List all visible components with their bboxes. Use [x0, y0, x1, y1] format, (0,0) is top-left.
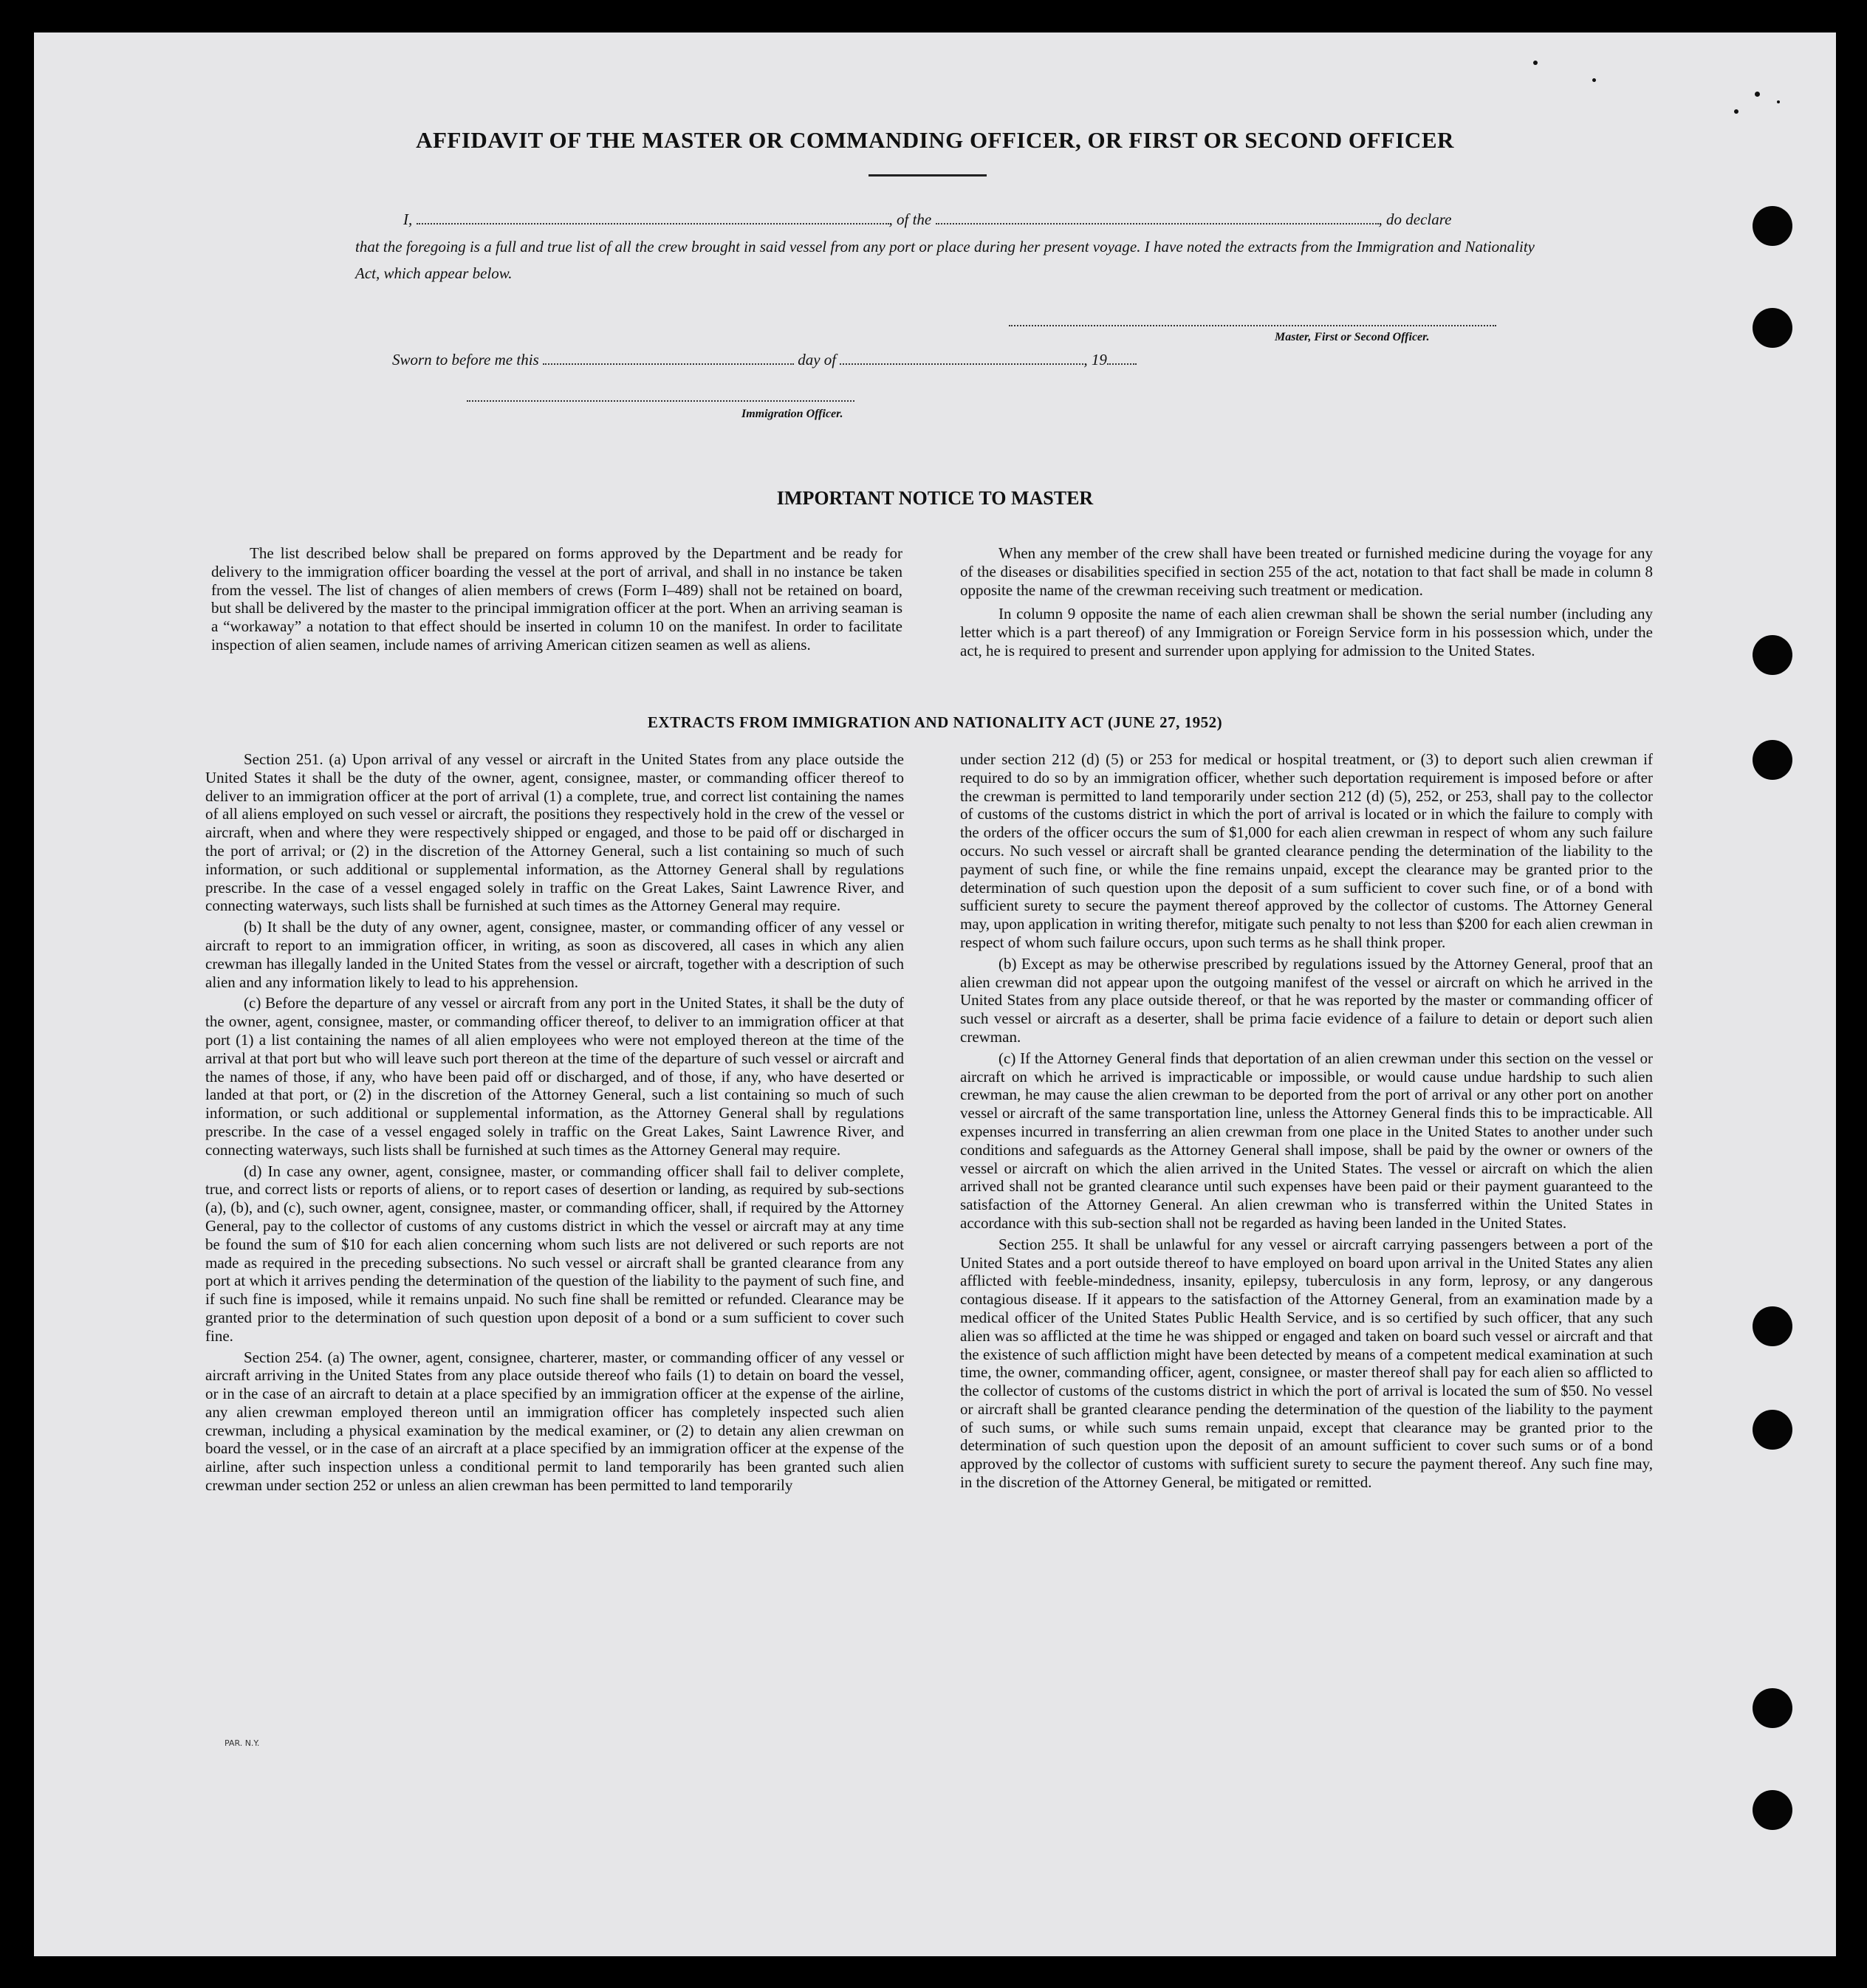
- sworn-label: Sworn to before me this: [392, 351, 539, 369]
- section-254-c: (c) If the Attorney General finds that deportation of an alien crewman under this section on the vessel or aircraft on which he arrived is impracticable or impossible, or would cause undue hardship to such alien crewman, he may cause the alien crewman to be deported from the port of arrival or any other port on another vessel or aircraft of the same transportation line, unless the Attorney General finds this to be impracticable. All expenses incurred in transferring an alien crewman from one place in the United States to another under such conditions and safeguards as the Attorney General shall impose, shall be paid by the owner or owners of the vessel or aircraft on which the alien arrived in the United States. The vessel or aircraft on which the alien arrived shall not be granted clearance until such expenses have been paid or their payment guaranteed to the satisfaction of the Attorney General. An alien crewman who is transferred within the United States in accordance with this sub-section shall not be regarded as having been landed in the United States.: [960, 1049, 1653, 1232]
- scan-speck: [1592, 78, 1596, 82]
- binder-hole: [1753, 1688, 1792, 1728]
- immigration-officer-caption: Immigration Officer.: [741, 408, 843, 420]
- notice-left-column: [211, 544, 902, 657]
- do-declare-label: , do declare: [1378, 210, 1452, 228]
- printer-mark: PAR. N.Y.: [225, 1738, 260, 1748]
- document-page: [34, 32, 1836, 1956]
- sworn-line: [392, 350, 1137, 369]
- extracts-left-column: [205, 750, 904, 1498]
- notice-right-paragraph-2: In column 9 opposite the name of each alien crewman shall be shown the serial number (including any letter which is a part thereof) of any Immigration or Foreign Service form in his possession which, under the act, he is required to present and surrender upon applying for admission to the United States.: [960, 605, 1653, 659]
- day-of-label: day of: [798, 351, 837, 369]
- notice-right-column: [960, 544, 1653, 663]
- affidavit-title: AFFIDAVIT OF THE MASTER OR COMMANDING OFFICER, OR FIRST OR SECOND OFFICER: [416, 127, 1454, 153]
- scan-speck: [1734, 109, 1738, 114]
- master-signature-caption: Master, First or Second Officer.: [1275, 331, 1430, 343]
- section-251-a: Section 251. (a) Upon arrival of any vessel or aircraft in the United States from any place outside the United States it shall be the duty of the owner, agent, consignee, master, or commanding officer thereof to deliver to an immigration officer at the port of arrival (1) a complete, true, and correct list containing the names of all aliens employed on such vessel or aircraft, the positions they respectively hold in the crew of the vessel or aircraft, when and where they were respectively shipped or engaged, and those to be paid off or discharged in the port of arrival; or (2) in the discretion of the Attorney General, such a list containing so much of such information, or such additional or supplemental information, as the Attorney General shall by regulations prescribe. In the case of a vessel engaged solely in traffic on the Great Lakes, Saint Lawrence River, and connecting waterways, such lists shall be furnished at such times as the Attorney General may require.: [205, 750, 904, 915]
- scan-speck: [1533, 61, 1538, 65]
- scan-speck: [1777, 100, 1780, 103]
- section-255: Section 255. It shall be unlawful for any vessel or aircraft carrying passengers between a port of the United States and a port outside thereof to have employed on board upon arrival in the United States any alien afflicted with feeble-mindedness, insanity, epilepsy, tuberculosis in any form, leprosy, or any dangerous contagious disease. If it appears to the satisfaction of the Attorney General, from an examination made by a medical officer of the United States Public Health Service, and is so certified by such officer, that any such alien was so afflicted at the time he was shipped or engaged and taken on board such vessel or aircraft and that the existence of such affliction might have been detected by means of a competent medical examination at such time, the owner, commanding officer, agent, consignee, or master thereof shall pay for each alien so afflicted to the collector of customs of the customs district in which the port of arrival is located the sum of $50. No vessel or aircraft shall be granted clearance pending the determination of the question of the liability to the payment of such sums, or while such sums remain unpaid, except that clearance may be granted prior to the determination of such question upon the deposit of an amount sufficient to cover such sums or of a bond approved by the collector of customs with sufficient surety to secure the payment thereof. Any such fine may, in the discretion of the Attorney General, be mitigated or remitted.: [960, 1235, 1653, 1492]
- declaration-line: [403, 210, 1451, 229]
- declare-i-label: I,: [403, 210, 413, 228]
- extracts-right-column: [960, 750, 1653, 1495]
- binder-hole: [1753, 635, 1792, 675]
- section-254-a: Section 254. (a) The owner, agent, consignee, charterer, master, or commanding officer of any vessel or aircraft arriving in the United States from any place outside thereof who fails (1) to detain on board the vessel, or in the case of an aircraft to detain at a place specified by an immigration officer at the expense of the airline, any alien crewman employed thereon until an immigration officer has completely inspected such alien crewman, including a physical examination by the medical examiner, or (2) to detain any alien crewman on board the vessel, or in the case of an aircraft at a place specified by an immigration officer at the expense of the airline, after such inspection unless a conditional permit to land temporarily has been granted such alien crewman under section 252 or unless an alien crewman has been permitted to land temporarily: [205, 1348, 904, 1495]
- binder-hole: [1753, 1306, 1792, 1346]
- binder-hole: [1753, 1790, 1792, 1830]
- section-251-c: (c) Before the departure of any vessel or aircraft from any port in the United States, it shall be the duty of the owner, agent, consignee, master, or commanding officer thereof, to deliver to an immigration officer at that port (1) a list containing the names of all alien employees who were not employed thereon at the time of the arrival at that port but who will leave such port thereon at the time of the departure of such vessel or aircraft and the names of those, if any, who have been paid off or discharged, and of those, if any, who have deserted or landed at that port, or (2) in the discretion of the Attorney General, such a list containing so much of such information, or such additional or supplemental information, as the Attorney General shall by regulations prescribe. In the case of a vessel engaged solely in traffic on the Great Lakes, Saint Lawrence River, and connecting waterways, such lists shall be furnished at such times as the Attorney General may require.: [205, 994, 904, 1159]
- title-divider: [869, 174, 987, 176]
- section-251-b: (b) It shall be the duty of any owner, agent, consignee, master, or commanding officer of any vessel or aircraft to report to an immigration officer, in writing, as soon as discovered, all cases in which any alien crewman has illegally landed in the United States from the vessel or aircraft, together with a description of such alien and any information likely to lead to his apprehension.: [205, 918, 904, 991]
- binder-hole: [1753, 1410, 1792, 1450]
- year-prefix-label: , 19: [1083, 351, 1107, 369]
- sworn-date-blank[interactable]: [543, 350, 794, 365]
- section-254-a-continued: under section 212 (d) (5) or 253 for medical or hospital treatment, or (3) to deport such alien crewman if required to do so by an immigration officer, whether such deportation requirement is imposed before or after the crewman is permitted to land temporarily under section 212 (d) (5), 252, or 253, shall pay to the collector of customs of the customs district in which the port of arrival is located or in which the failure to comply with the orders of the officer occurs the sum of $1,000 for each alien crewman in respect of whom any such failure occurs. No such vessel or aircraft shall be granted clearance pending the determination of the liability to the payment of such fine, or while the fine remains unpaid, except the clearance may be granted prior to the determination of such question upon the deposit of a sum sufficient to cover such fine, or of a bond with sufficient surety to secure the payment thereof approved by the collector of customs. The Attorney General may, upon application in writing therefor, mitigate such penalty to not less than $200 for each alien crewman in respect of whom such failure occurs, upon such terms as he shall think proper.: [960, 750, 1653, 951]
- notice-right-paragraph-1: When any member of the crew shall have been treated or furnished medicine during the voyage for any of the diseases or disabilities specified in section 255 of the act, notation to that fact shall be made in column 8 opposite the name of the crewman receiving such treatment or medication.: [960, 544, 1653, 599]
- vessel-name-blank[interactable]: [936, 210, 1379, 224]
- immigration-officer-signature-line[interactable]: [467, 400, 854, 402]
- notice-title: IMPORTANT NOTICE TO MASTER: [776, 487, 1094, 509]
- sworn-month-blank[interactable]: [840, 350, 1083, 365]
- master-signature-line[interactable]: [1009, 325, 1496, 326]
- scan-speck: [1755, 92, 1760, 97]
- sworn-year-blank[interactable]: [1107, 350, 1137, 365]
- section-254-b: (b) Except as may be otherwise prescribed by regulations issued by the Attorney General, proof that an alien crewman did not appear upon the outgoing manifest of the vessel or aircraft on which he arrived in the United States from any place outside thereof, or that he was reported by the master or commanding officer of such vessel or aircraft as a deserter, shall be prima facie evidence of a failure to detain or deport such alien crewman.: [960, 954, 1653, 1046]
- declarant-name-blank[interactable]: [417, 210, 889, 224]
- extracts-title: EXTRACTS FROM IMMIGRATION AND NATIONALITY ACT (JUNE 27, 1952): [647, 713, 1223, 731]
- binder-hole: [1753, 740, 1792, 780]
- of-the-label: , of the: [888, 210, 932, 228]
- binder-hole: [1753, 206, 1792, 246]
- notice-left-paragraph: The list described below shall be prepared on forms approved by the Department and be ready for delivery to the immigration officer boarding the vessel at the port of arrival, and shall in no instance be taken from the vessel. The list of changes of alien members of crews (Form I–489) shall not be retained on board, but shall be delivered by the master to the principal immigration officer at the port. When an arriving seaman is a “workaway” a notation to that effect should be inserted in column 10 on the manifest. In order to facilitate inspection of alien seamen, include names of arriving American citizen seamen as well as aliens.: [211, 544, 902, 654]
- declaration-text: that the foregoing is a full and true list of all the crew brought in said vessel from any port or place during her present voyage. I have noted the extracts from the Immigration and Nationality Act, which appear below.: [355, 238, 1535, 282]
- binder-hole: [1753, 308, 1792, 348]
- section-251-d: (d) In case any owner, agent, consignee, master, or commanding officer shall fail to deliver complete, true, and correct lists or reports of aliens, or to report cases of desertion or landing, as required by sub-sections (a), (b), and (c), such owner, agent, consignee, master, or commanding officer, shall, if required by the Attorney General, pay to the collector of customs of any customs district in which the vessel or aircraft may at any time be found the sum of $10 for each alien concerning whom such lists are not delivered or such reports are not made as required in the preceding subsections. No such vessel or aircraft shall be granted clearance from any port at which it arrives pending the determination of the question of the liability to the payment of such fine, and if such fine is imposed, while it remains unpaid. No such fine shall be remitted or refunded. Clearance may be granted prior to the determination of such question upon deposit of a bond or a sum sufficient to cover such fine.: [205, 1162, 904, 1345]
